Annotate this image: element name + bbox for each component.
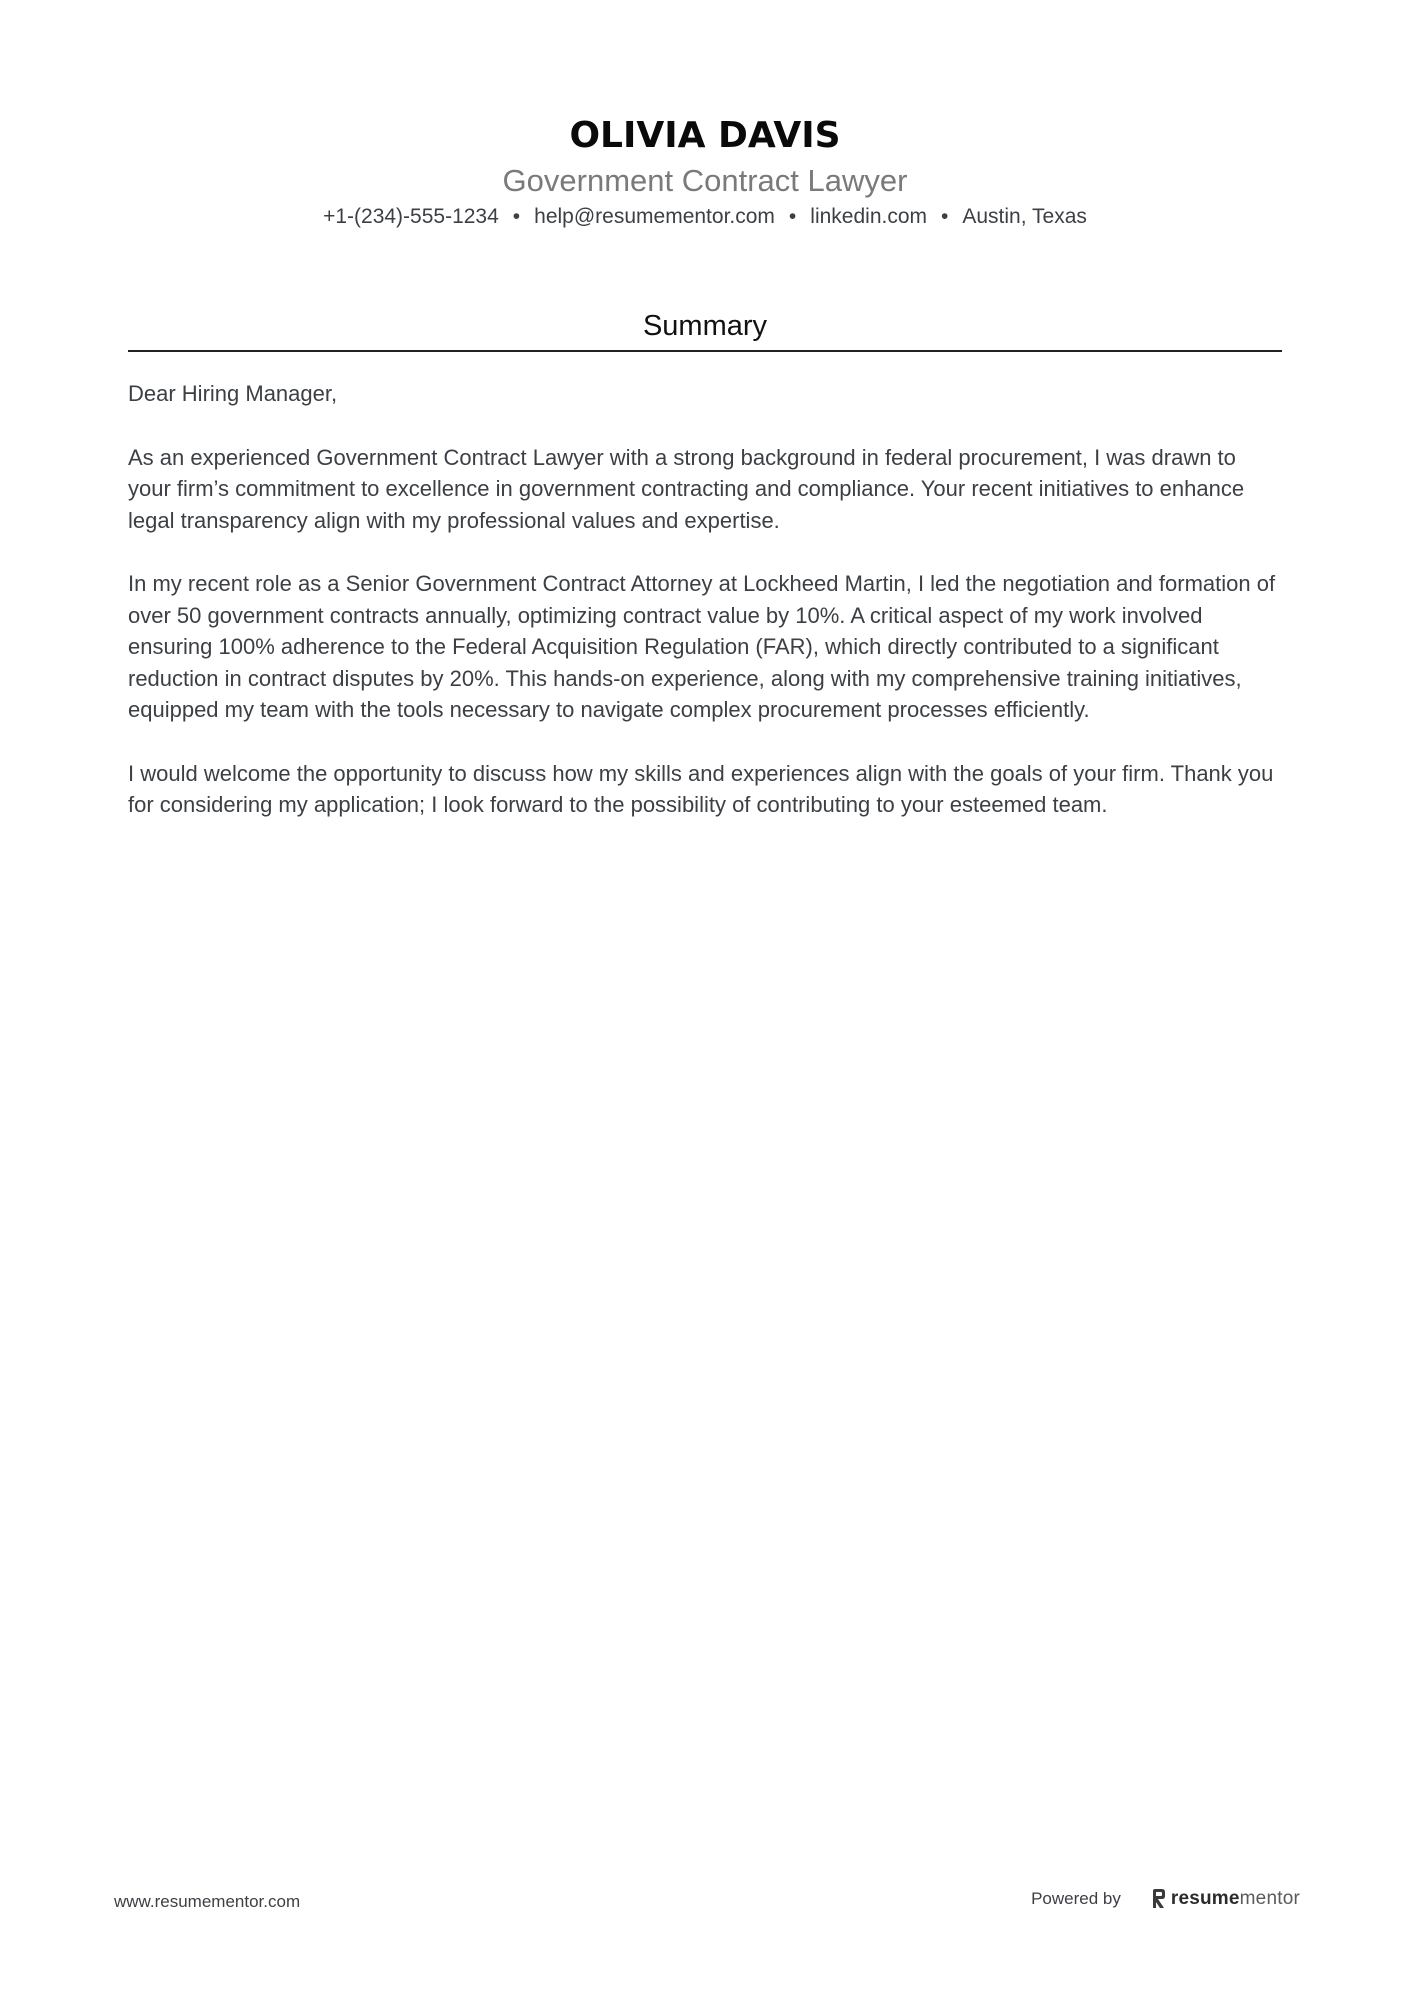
contact-separator: • [788, 205, 797, 228]
contact-separator: • [512, 205, 521, 228]
body-paragraph: In my recent role as a Senior Government Contract Attorney at Lockheed Martin, I led the negotiation and formation of over 50 government contracts annually, optimizing contract value by 10%. A critical aspect of my work involved ensuring 100% adherence to the Federal Acquisition Regulation (FAR), which directly contributed to a significant reduction in contract disputes by 20%. This hands-on experience, along with my comprehensive training initiatives, equipped my team with the tools necessary to navigate complex procurement processes efficiently. [128, 571, 1276, 722]
contact-linkedin[interactable]: linkedin.com [810, 205, 928, 228]
footer-website[interactable]: www.resumementor.com [114, 1892, 301, 1911]
contact-location: Austin, Texas [962, 205, 1087, 228]
powered-by-label: Powered by [1031, 1889, 1121, 1908]
letter-body [128, 378, 1282, 853]
body-paragraph: As an experienced Government Contract Lawyer with a strong background in federal procurement, I was drawn to your firm’s commitment to excellence in government contracting and compliance. Your recent initiatives to enhance legal transparency align with my professional values and expertise. [128, 444, 1245, 533]
logo-wordmark-bold: resume [1170, 1888, 1240, 1909]
logo-wordmark-light: mentor [1239, 1888, 1300, 1909]
salutation: Dear Hiring Manager, [128, 381, 338, 406]
contact-email[interactable]: help@resumementor.com [534, 205, 775, 228]
logo-wordmark [1171, 1888, 1300, 1910]
candidate-role: Government Contract Lawyer [502, 163, 908, 198]
contact-line [0, 202, 1410, 232]
contact-phone: +1-(234)-555-1234 [323, 205, 499, 228]
resumementor-logo[interactable] [1151, 1888, 1300, 1910]
candidate-name: OLIVIA DAVIS [569, 115, 841, 156]
section-divider [128, 350, 1282, 352]
contact-separator: • [941, 205, 949, 228]
letter-header [0, 112, 1410, 232]
footer-branding [1031, 1886, 1300, 1912]
resumementor-logo-icon [1151, 1888, 1167, 1910]
body-paragraph: I would welcome the opportunity to discuss how my skills and experiences align with the goals of your firm. Thank you for considering my application; I look forward to the possibility of contributing to your esteemed team. [128, 760, 1274, 817]
section-title-summary: Summary [642, 310, 768, 342]
